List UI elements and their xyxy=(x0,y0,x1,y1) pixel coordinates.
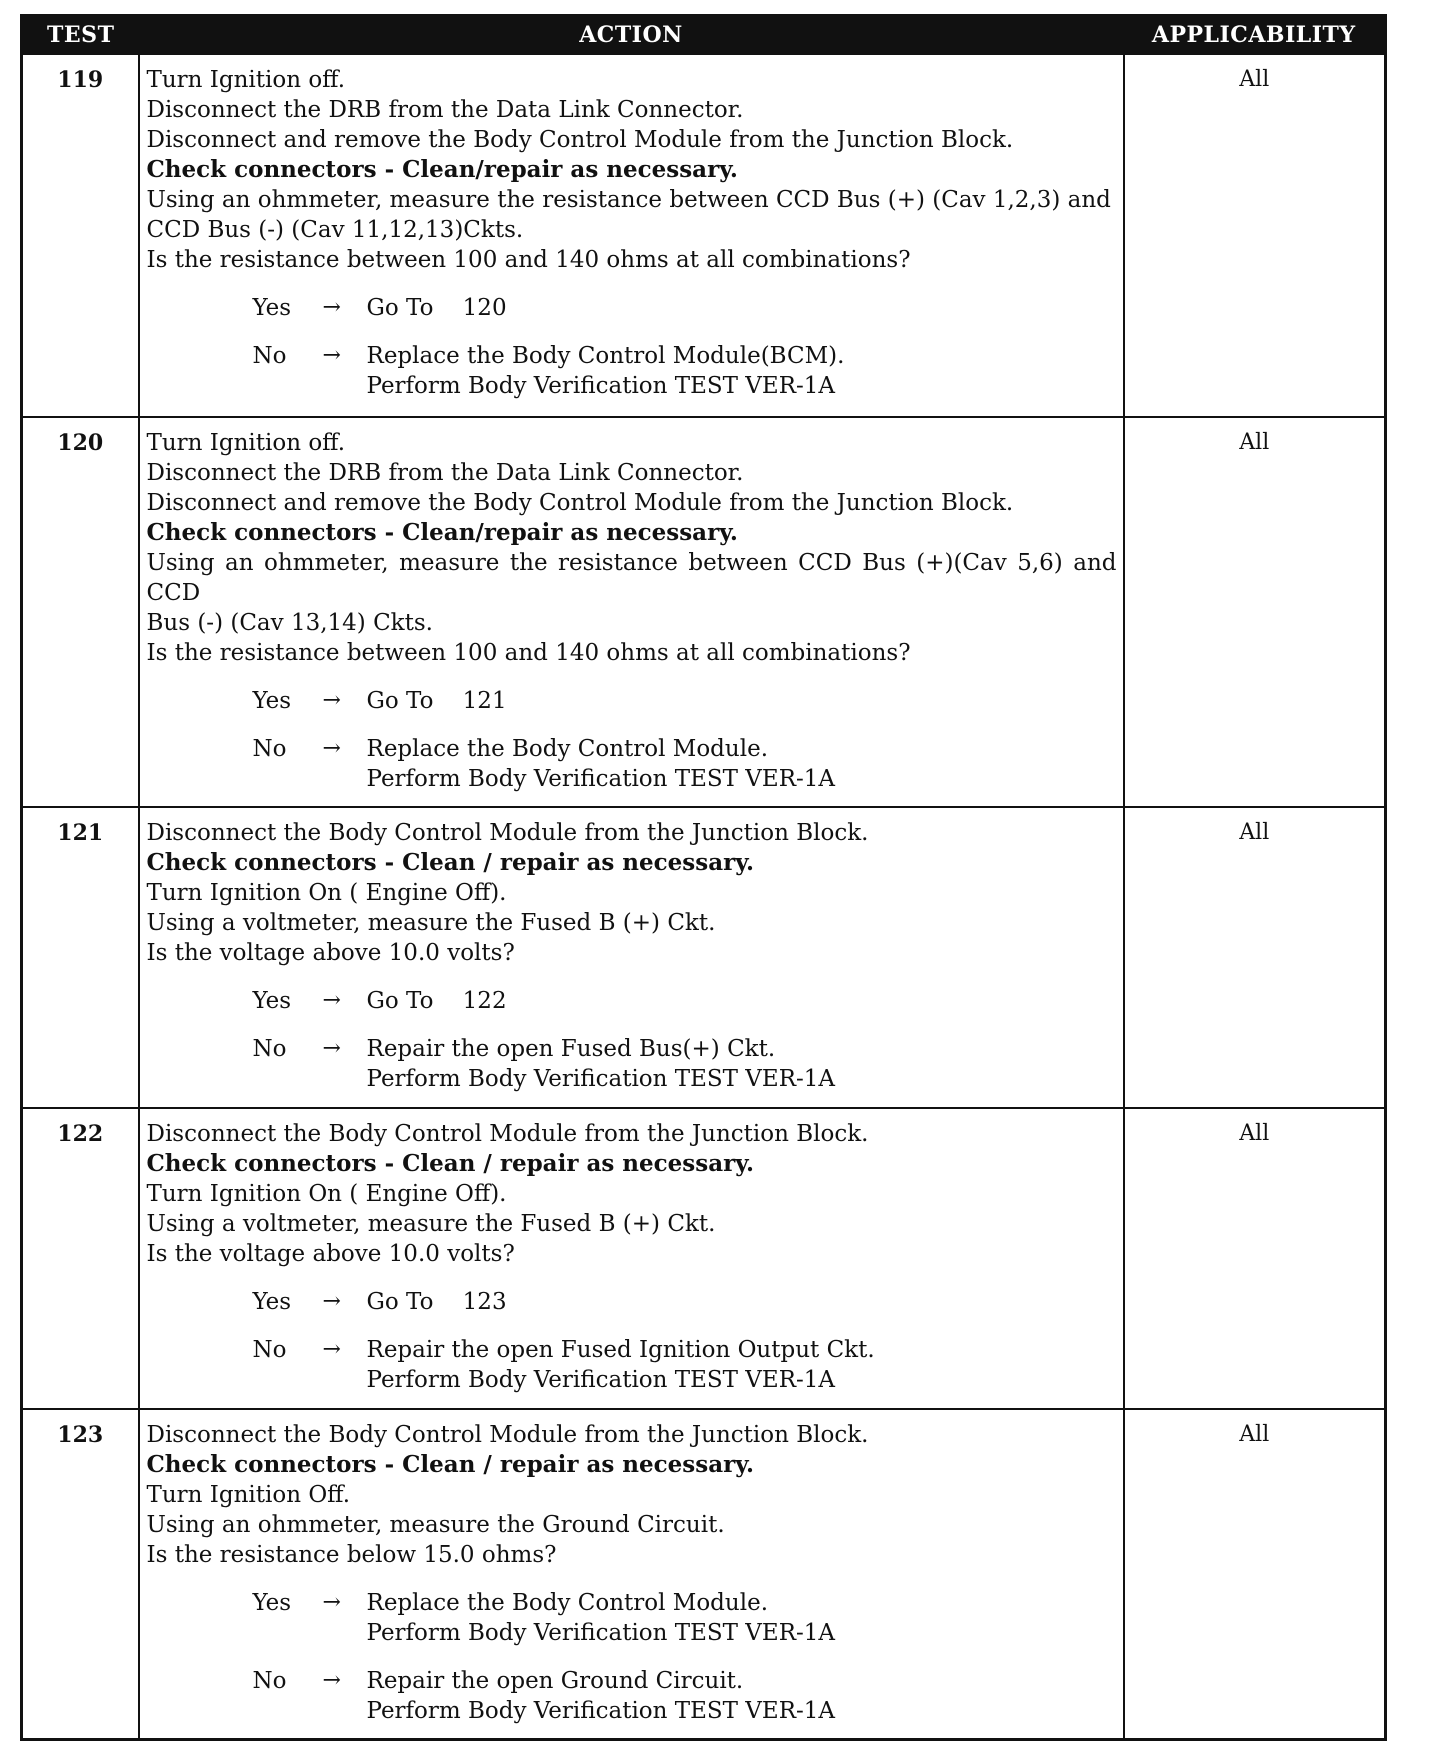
action-step-emphasis: Check connectors - Clean/repair as necessary. xyxy=(146,156,738,183)
diagnostic-page xyxy=(20,14,1384,1741)
action-step: Using a voltmeter, measure the Fused B (+) Ckt. xyxy=(146,910,716,936)
response-result xyxy=(367,986,1117,1016)
action-step: Is the resistance between 100 and 140 ohms at all combinations? xyxy=(146,247,911,273)
result-line: Perform Body Verification TEST VER-1A xyxy=(366,1698,836,1724)
arrow-right-icon: → xyxy=(322,736,341,761)
action-step: Disconnect the Body Control Module from the Junction Block. xyxy=(146,1422,869,1448)
answer-label: No xyxy=(252,736,287,762)
response-result xyxy=(367,1034,1117,1094)
arrow-right-icon: → xyxy=(322,1289,341,1314)
action-step: Turn Ignition off. xyxy=(146,430,345,456)
response-block xyxy=(147,1287,1117,1395)
action-cell xyxy=(139,54,1124,417)
header-applicability: APPLICABILITY xyxy=(1124,16,1386,55)
answer-label: Yes xyxy=(252,1289,292,1315)
result-line: Go To 123 xyxy=(366,1289,507,1315)
arrow-right-icon: → xyxy=(322,295,341,320)
arrow-right-icon: → xyxy=(322,1590,341,1615)
result-line: Perform Body Verification TEST VER-1A xyxy=(366,373,836,399)
response-block xyxy=(147,986,1117,1094)
result-line: Replace the Body Control Module. xyxy=(366,1590,769,1616)
result-line: Perform Body Verification TEST VER-1A xyxy=(366,1066,836,1092)
no-response xyxy=(147,734,1117,794)
action-step: Is the resistance below 15.0 ohms? xyxy=(146,1542,557,1568)
response-result xyxy=(367,293,1117,323)
action-step: Is the voltage above 10.0 volts? xyxy=(146,940,515,966)
table-row xyxy=(22,1409,1386,1740)
test-number: 121 xyxy=(22,807,139,1108)
response-block xyxy=(147,686,1117,794)
action-step: Using an ohmmeter, measure the resistance between CCD Bus (+) (Cav 1,2,3) and xyxy=(146,187,1111,213)
response-result xyxy=(367,1666,1117,1726)
yes-response xyxy=(147,986,1117,1016)
action-step-emphasis: Check connectors - Clean/repair as necessary. xyxy=(146,519,738,546)
arrow-right-icon: → xyxy=(322,1036,341,1061)
answer-label: No xyxy=(252,343,287,369)
test-number: 119 xyxy=(22,54,139,417)
result-line: Repair the open Ground Circuit. xyxy=(366,1668,744,1694)
applicability-value: All xyxy=(1124,1409,1386,1740)
action-step: Disconnect the DRB from the Data Link Connector. xyxy=(146,97,744,123)
action-step-emphasis: Check connectors - Clean / repair as necessary. xyxy=(146,1451,754,1478)
answer-label: No xyxy=(252,1036,287,1062)
action-step: Disconnect and remove the Body Control Module from the Junction Block. xyxy=(146,127,1014,153)
arrow-right-icon: → xyxy=(322,988,341,1013)
action-step: Disconnect the DRB from the Data Link Connector. xyxy=(146,460,744,486)
yes-response xyxy=(147,293,1117,323)
yes-response xyxy=(147,686,1117,716)
test-number: 120 xyxy=(22,417,139,807)
action-cell xyxy=(139,807,1124,1108)
response-block xyxy=(147,293,1117,401)
arrow-right-icon: → xyxy=(322,1668,341,1693)
action-step-emphasis: Check connectors - Clean / repair as necessary. xyxy=(146,1150,754,1177)
action-cell xyxy=(139,1108,1124,1409)
result-line: Repair the open Fused Bus(+) Ckt. xyxy=(366,1036,776,1062)
response-result xyxy=(367,341,1117,401)
applicability-value: All xyxy=(1124,807,1386,1108)
diagnostic-table xyxy=(20,14,1387,1741)
action-cell xyxy=(139,1409,1124,1740)
table-row xyxy=(22,1108,1386,1409)
response-block xyxy=(147,1588,1117,1726)
action-step-emphasis: Check connectors - Clean / repair as necessary. xyxy=(146,849,754,876)
action-step: Is the resistance between 100 and 140 ohms at all combinations? xyxy=(146,640,911,666)
yes-response xyxy=(147,1588,1117,1648)
test-number: 122 xyxy=(22,1108,139,1409)
table-header-row xyxy=(22,16,1386,55)
no-response xyxy=(147,1666,1117,1726)
result-line: Go To 121 xyxy=(366,688,507,714)
table-row xyxy=(22,807,1386,1108)
answer-label: Yes xyxy=(252,1590,292,1616)
action-step: Is the voltage above 10.0 volts? xyxy=(146,1241,515,1267)
applicability-value: All xyxy=(1124,417,1386,807)
result-line: Go To 120 xyxy=(366,295,507,321)
response-result xyxy=(367,686,1117,716)
response-result xyxy=(367,1287,1117,1317)
response-result xyxy=(367,1335,1117,1395)
result-line: Repair the open Fused Ignition Output Ckt. xyxy=(366,1337,875,1363)
action-step: Disconnect the Body Control Module from the Junction Block. xyxy=(146,820,869,846)
table-row xyxy=(22,54,1386,417)
action-step: Disconnect and remove the Body Control Module from the Junction Block. xyxy=(146,490,1014,516)
no-response xyxy=(147,1034,1117,1094)
arrow-right-icon: → xyxy=(322,688,341,713)
yes-response xyxy=(147,1287,1117,1317)
action-step: Turn Ignition Off. xyxy=(146,1482,351,1508)
result-line: Go To 122 xyxy=(366,988,507,1014)
action-step: Bus (-) (Cav 13,14) Ckts. xyxy=(146,610,433,636)
header-test: TEST xyxy=(22,16,139,55)
result-line: Perform Body Verification TEST VER-1A xyxy=(366,766,836,792)
result-line: Perform Body Verification TEST VER-1A xyxy=(366,1620,836,1646)
response-result xyxy=(367,734,1117,794)
applicability-value: All xyxy=(1124,1108,1386,1409)
result-line: Replace the Body Control Module. xyxy=(366,736,769,762)
action-step: CCD Bus (-) (Cav 11,12,13)Ckts. xyxy=(146,217,524,243)
no-response xyxy=(147,341,1117,401)
action-step: Using an ohmmeter, measure the resistance between CCD Bus (+)(Cav 5,6) and CCD xyxy=(146,550,1117,606)
applicability-value: All xyxy=(1124,54,1386,417)
result-line: Replace the Body Control Module(BCM). xyxy=(366,343,845,369)
no-response xyxy=(147,1335,1117,1395)
action-step: Turn Ignition off. xyxy=(146,67,345,93)
table-row xyxy=(22,417,1386,807)
answer-label: Yes xyxy=(252,988,292,1014)
action-step: Turn Ignition On ( Engine Off). xyxy=(146,880,507,906)
table-body xyxy=(22,54,1386,1740)
action-step: Disconnect the Body Control Module from the Junction Block. xyxy=(146,1121,869,1147)
answer-label: Yes xyxy=(252,295,292,321)
action-step: Turn Ignition On ( Engine Off). xyxy=(146,1181,507,1207)
answer-label: No xyxy=(252,1668,287,1694)
arrow-right-icon: → xyxy=(322,1337,341,1362)
arrow-right-icon: → xyxy=(322,343,341,368)
answer-label: Yes xyxy=(252,688,292,714)
result-line: Perform Body Verification TEST VER-1A xyxy=(366,1367,836,1393)
answer-label: No xyxy=(252,1337,287,1363)
response-result xyxy=(367,1588,1117,1648)
action-step: Using a voltmeter, measure the Fused B (+) Ckt. xyxy=(146,1211,716,1237)
header-action: ACTION xyxy=(139,16,1124,55)
test-number: 123 xyxy=(22,1409,139,1740)
action-cell xyxy=(139,417,1124,807)
action-step: Using an ohmmeter, measure the Ground Circuit. xyxy=(146,1512,725,1538)
